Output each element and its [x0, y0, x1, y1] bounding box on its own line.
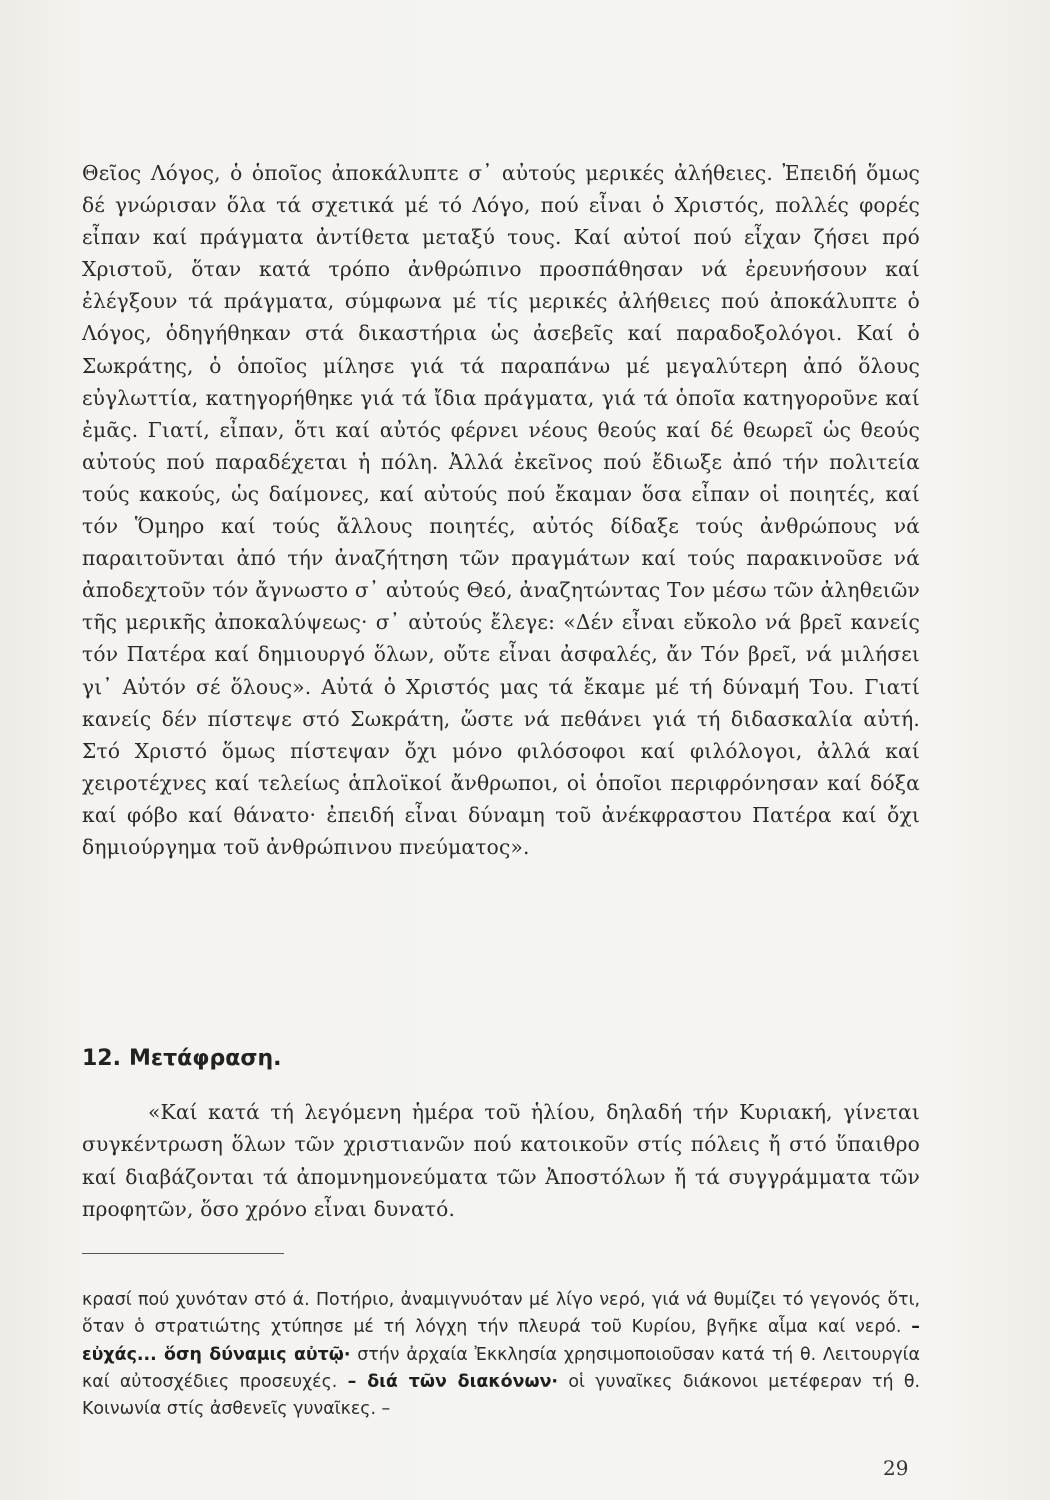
section-title: Μετάφραση.	[128, 1046, 282, 1071]
footnote-term-1: – εὐχάς... ὅση δύναμις αὐτῷ·	[82, 1317, 920, 1365]
footnote-text-3: οἱ γυναῖκες διάκονοι μετέφεραν τή θ. Κοινωνία στίς ἀσθενεῖς γυναῖκες. –	[82, 1371, 921, 1420]
main-text-block	[82, 157, 920, 863]
main-paragraph: Θεῖος Λόγος, ὁ ὁποῖος ἀποκάλυπτε σ᾽ αὐτούς μερικές ἀλήθειες. Ἐπειδή ὅμως δέ γνώρισαν ὅλα τά σχετικά μέ τό Λόγο, πού εἶναι ὁ Χριστός, πολλές φορές εἶπαν καί πράγματα ἀντίθετα μεταξύ τους. Καί αὐτοί πού εἶχαν ζήσει πρό Χριστοῦ, ὅταν κατά τρόπο ἀνθρώπινο προσπάθησαν νά ἐρευνήσουν καί ἐλέγξουν τά πράγματα, σύμφωνα μέ τίς μερικές ἀλήθειες πού ἀποκάλυπτε ὁ Λόγος, ὁδηγήθηκαν στά δικαστήρια ὡς ἀσεβεῖς καί παραδοξολόγοι. Καί ὁ Σωκράτης, ὁ ὁποῖος μίλησε γιά τά παραπάνω μέ μεγαλύτερη ἀπό ὅλους εὐγλωττία, κατηγορήθηκε γιά τά ἴδια πράγματα, γιά τά ὁποῖα κατηγοροῦνε καί ἐμᾶς. Γιατί, εἶπαν, ὅτι καί αὐτός φέρνει νέους θεούς καί δέ θεωρεῖ ὡς θεούς αὐτούς πού παραδέχεται ἡ πόλη. Ἀλλά ἐκεῖνος πού ἔδιωξε ἀπό τήν πολιτεία τούς κακούς, ὡς δαίμονες, καί αὐτούς πού ἔκαμαν ὅσα εἶπαν οἱ ποιητές, καί τόν Ὅμηρο καί τούς ἄλλους ποιητές, αὐτός δίδαξε τούς ἀνθρώπους νά παραιτοῦνται ἀπό τήν ἀναζήτηση τῶν πραγμάτων καί τούς παρακινοῦσε νά ἀποδεχτοῦν τόν ἄγνωστο σ᾽ αὐτούς Θεό, ἀναζητώντας Τον μέσω τῶν ἀληθειῶν τῆς μερικῆς ἀποκαλύψεως· σ᾽ αὐτούς ἔλεγε: «Δέν εἶναι εὔκολο νά βρεῖ κανείς τόν Πατέρα καί δημιουργό ὅλων, οὔτε εἶναι ἀσφαλές, ἄν Τόν βρεῖ, νά μιλήσει γι᾽ Αὐτόν σέ ὅλους». Αὐτά ὁ Χριστός μας τά ἔκαμε μέ τή δύναμή Του. Γιατί κανείς δέν πίστεψε στό Σωκράτη, ὥστε νά πεθάνει γιά τή διδασκαλία αὐτή. Στό Χριστό ὅμως πίστεψαν ὄχι μόνο φιλόσοφοι καί φιλόλογοι, ἀλλά καί χειροτέχνες καί τελείως ἁπλοϊκοί ἄνθρωποι, οἱ ὁποῖοι περιφρόνησαν καί δόξα καί φόβο καί θάνατο· ἐπειδή εἶναι δύναμη τοῦ ἀνέκφραστου Πατέρα καί ὄχι δημιούργημα τοῦ ἀνθρώπινου πνεύματος».	[82, 161, 920, 859]
section-heading	[82, 1046, 282, 1071]
footnote-paragraph	[82, 1287, 920, 1423]
quote-block	[82, 1096, 920, 1225]
footnote-block	[82, 1287, 920, 1423]
page-number: 29	[883, 1456, 909, 1480]
footnote-text-1: κρασί πού χυνόταν στό ά. Ποτήριο, ἀναμιγνυόταν μέ λίγο νερό, γιά νά θυμίζει τό γεγονός ὅτι, ὅταν ὁ στρατιώτης χτύπησε μέ τή λόγχη τήν πλευρά τοῦ Κυρίου, βγῆκε αἷμα καί νερό.	[82, 1290, 920, 1338]
footnote-text-2: στήν ἀρχαία Ἐκκλησία χρησιμοποιοῦσαν κατά τή θ. Λειτουργία καί αὐτοσχέδιες προσευχές.	[82, 1344, 920, 1392]
section-number: 12.	[82, 1046, 121, 1071]
footnote-divider	[82, 1253, 284, 1254]
quote-paragraph: «Καί κατά τή λεγόμενη ἡμέρα τοῦ ἡλίου, δηλαδή τήν Κυριακή, γίνεται συγκέντρωση ὅλων τῶν χριστιανῶν πού κατοικοῦν στίς πόλεις ἤ στό ὕπαιθρο καί διαβάζονται τά ἀπομνημονεύματα τῶν Ἀποστόλων ἤ τά συγγράμματα τῶν προφητῶν, ὅσο χρόνο εἶναι δυνατό.	[82, 1100, 920, 1221]
footnote-term-2: – διά τῶν διακόνων·	[347, 1371, 559, 1392]
